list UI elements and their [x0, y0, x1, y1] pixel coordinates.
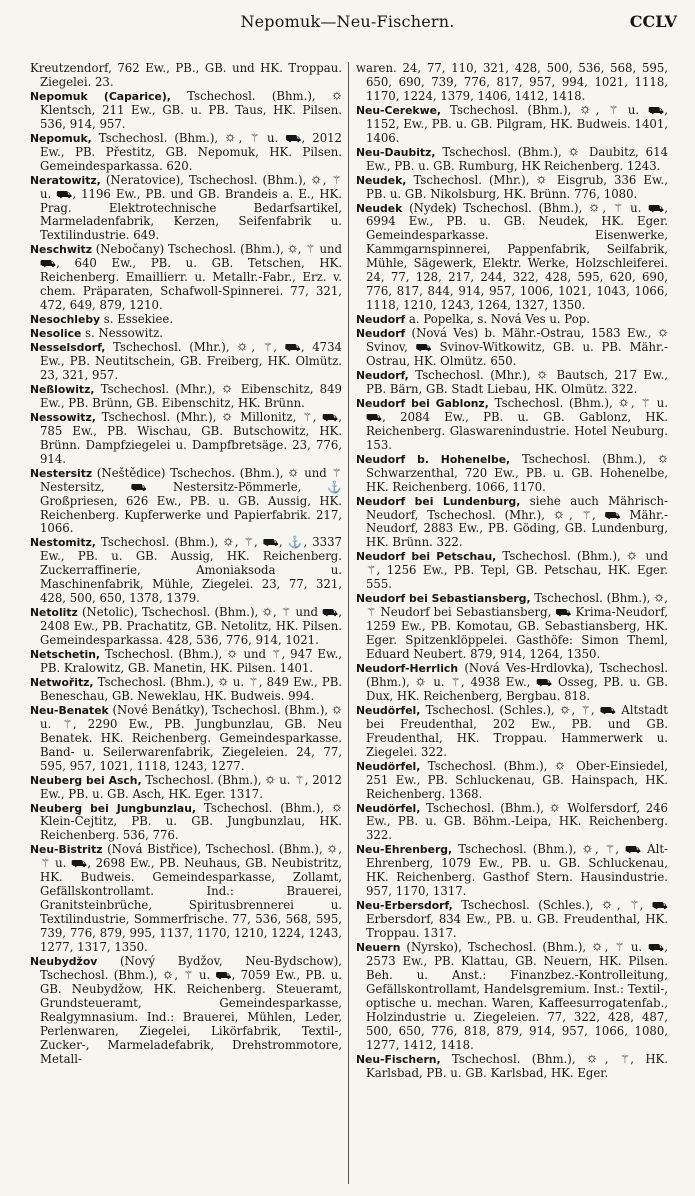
entry-place-name: Neudorf bei Sebastiansberg,	[356, 592, 531, 606]
entry-place-name: Nesochleby	[30, 313, 101, 327]
entry-place-name: Neudorf,	[356, 368, 409, 382]
directory-entry	[356, 495, 668, 551]
directory-entry	[30, 90, 342, 132]
directory-entry	[30, 774, 342, 802]
entry-place-name: Netschetin,	[30, 648, 101, 662]
directory-entry	[356, 62, 668, 104]
directory-entry	[356, 104, 668, 146]
entry-place-name: Neudörfel,	[356, 759, 421, 773]
directory-entry	[30, 955, 342, 1067]
page-header	[0, 12, 695, 36]
page-number: CCLV	[629, 12, 677, 31]
entry-text: Tschechosl. (Bhm.), 🌣, ⚚ u. ⛟, 2012 Ew., PB. Přestitz, GB. Nepomuk, HK. Pilsen. Gemeindesparkassa. 620.	[40, 130, 342, 173]
entry-text: (Neratovice), Tschechosl. (Bhm.), 🌣, ⚚ u. ⛟, 1196 Ew., PB. und GB. Brandeis a. E., HK. Prag. Elektrotechnische Bedarfsartikel, Marmeladenfabrik, Kerzen, Seifenfabrik u. Textilindustrie. 649.	[40, 172, 342, 243]
directory-entry	[356, 592, 668, 662]
entry-text: siehe auch Mährisch-Neudorf, Tschechosl. (Mhr.), 🌣, ⚚, ⛟ Mähr.-Neudorf, 2883 Ew., PB. Göding, GB. Lundenburg, HK. Brünn. 322.	[366, 493, 668, 550]
entry-text: (Nydek) Tschechosl. (Bhm.), 🌣, ⚚ u. ⛟, 6994 Ew., PB. u. GB. Neudek, HK. Eger. Gemeindesparkasse. Eisenwerke, Kammgarnspinnerei, Pappenfabrik, Seilfabrik, Mühle, Sägewerk, Elektr. Werke, Holzschleiferei. 24, 77, 128, 217, 244, 322, 428, 595, 620, 690, 776, 817, 844, 914, 957, 1006, 1021, 1043, 1066, 1118, 1210, 1243, 1264, 1327, 1350.	[366, 200, 668, 313]
entry-text: Kreutzendorf, 762 Ew., PB., GB. und HK. Troppau. Ziegelei. 23.	[30, 62, 342, 89]
directory-entry	[356, 174, 668, 202]
entry-text: Tschechosl. (Bhm.), 🌣, ⚚ u. ⛟, 1152, Ew., PB. u. GB. Pilgram, HK. Budweis. 1401, 1406.	[366, 102, 668, 145]
entry-place-name: Neuern	[356, 941, 401, 955]
entry-text: (Nebočany) Tschechosl. (Bhm.), 🌣, ⚚ und ⛟, 640 Ew., PB. u. GB. Tetschen, HK. Reichenberg. Emaillierr. u. Metallr.-Fabr., Erz. v. chem. Präparaten, Schafwoll-Spinnerei. 77, 321, 472, 649, 879, 1210.	[40, 242, 342, 313]
entry-text: Tschechosl. (Bhm.), 🌣, ⚚ u. ⛟, 2084 Ew., PB. u. GB. Gablonz, HK. Reichenberg. Glaswarenindustrie. Hotel Neuburg. 153.	[366, 395, 668, 452]
entry-text: Tschechosl. (Mhr.), 🌣 Bautsch, 217 Ew., PB. Bärn, GB. Stadt Liebau, HK. Olmütz. 322.	[366, 367, 668, 396]
entry-place-name: Neudorf-Herrlich	[356, 661, 459, 675]
directory-entry	[356, 760, 668, 802]
directory-entry	[356, 1053, 668, 1081]
entry-text: (Nová Bistřice), Tschechosl. (Bhm.), 🌣, ⚚ u. ⛟, 2698 Ew., PB. Neuhaus, GB. Neubistritz, HK. Budweis. Gemeindesparkasse, Zollamt, Gefällskontrollamt. Ind.: Brauerei, Granitsteinbrüche, Spiritusbrennerei u. Textilindustrie, Sommerfrische. 77, 536, 568, 595, 739, 776, 879, 995, 1137, 1170, 1210, 1224, 1243, 1277, 1317, 1350.	[40, 842, 342, 955]
entry-place-name: Neu-Benatek	[30, 703, 109, 717]
entry-text: (Nyrsko), Tschechosl. (Bhm.), 🌣, ⚚ u. ⛟, 2573 Ew., PB. Klattau, GB. Neuern, HK. Pilsen. Beh. u. Anst.: Finanzbez.-Kontrolleitung, Gefällskontrollamt, Handelsgremium. Inst.: Textil-, optische u. mechan. Waren, Kaffeesurrogatenfab., Holzindustrie u. Ziegeleien. 77, 322, 428, 487, 500, 650, 776, 818, 879, 914, 957, 1066, 1080, 1277, 1412, 1418.	[366, 940, 668, 1052]
entry-place-name: Neudek,	[356, 173, 407, 187]
entry-place-name: Neu-Ehrenberg,	[356, 843, 453, 857]
entry-text: Tschechosl. (Bhm.), 🌣 Klein-Čejtitz, PB. u. GB. Jungbunzlau, HK. Reichenberg. 536, 776.	[40, 800, 342, 843]
directory-entry	[356, 704, 668, 760]
entry-place-name: Nepomuk,	[30, 131, 92, 145]
entry-text: Tschechosl. (Mhr.), 🌣 Eibenschitz, 849 Ew., PB. Brünn, GB. Eibenschitz, HK. Brünn.	[40, 381, 342, 410]
running-title: Nepomuk—Neu-Fischern.	[240, 12, 455, 31]
entry-text: (Nová Ves-Hrdlovka), Tschechosl. (Bhm.), 🌣 u. ⚚, 4938 Ew., ⛟ Osseg, PB. u. GB. Dux, HK. Reichenberg, Bergbau. 818.	[366, 660, 668, 703]
directory-entry	[356, 550, 668, 592]
entry-place-name: Netwořitz,	[30, 675, 94, 689]
entry-text: Tschechosl. (Bhm.), 🌣 Ober-Einsiedel, 251 Ew., PB. Schluckenau, GB. Hainspach, HK. Reichenberg. 1368.	[366, 758, 668, 801]
entry-place-name: Nestersitz	[30, 466, 93, 480]
entry-place-name: Neudorf	[356, 327, 406, 341]
entry-place-name: Neu-Fischern,	[356, 1052, 441, 1066]
entry-text: Tschechosl. (Bhm.), 🌣 u. ⚚, 2012 Ew., PB. u. GB. Asch, HK. Eger. 1317.	[40, 772, 342, 801]
entry-text: (Neštědice) Tschechos. (Bhm.), 🌣 und ⚚ Nestersitz, ⛟ Nestersitz-Pömmerle, ⚓ Großpriesen, 626 Ew., PB. u. GB. Aussig, HK. Reichenberg. Kupferwerke und Papierfabrik. 217, 1066.	[40, 465, 342, 536]
entry-place-name: Neschwitz	[30, 243, 92, 257]
entry-place-name: Netolitz	[30, 606, 78, 620]
directory-entry	[356, 202, 668, 314]
directory-entry	[30, 648, 342, 676]
directory-entry	[30, 174, 342, 244]
directory-entry	[356, 802, 668, 844]
directory-entry	[356, 843, 668, 899]
entry-place-name: Neudorf b. Hohenelbe,	[356, 452, 511, 466]
entry-text: Tschechosl. (Bhm.), 🌣 u. ⚚, 849 Ew., PB. Beneschau, GB. Neweklau, HK. Budweis. 994.	[40, 674, 342, 703]
entry-text: (Netolic), Tschechosl. (Bhm.), 🌣, ⚚ und ⛟, 2408 Ew., PB. Prachatitz, GB. Netolitz, HK. Pilsen. Gemeindesparkassa. 428, 536, 776, 914, 1021.	[40, 605, 342, 648]
right-column	[356, 62, 668, 1184]
entry-place-name: Neudorf bei Gablonz,	[356, 396, 489, 410]
entry-text: Tschechosl. (Bhm.), 🌣 Klentsch, 211 Ew., GB. u. PB. Taus, HK. Pilsen. 536, 914, 957.	[40, 88, 342, 131]
entry-text: a. Popelka, s. Nová Ves u. Pop.	[405, 312, 590, 327]
entry-text: Tschechosl. (Bhm.), 🌣, ⚚, HK. Karlsbad, PB. u. GB. Karlsbad, HK. Eger.	[366, 1051, 668, 1080]
entry-text: Tschechosl. (Bhm.), 🌣 Wolfersdorf, 246 Ew., PB. u. GB. Böhm.-Leipa, HK. Reichenberg. 322.	[366, 800, 668, 843]
entry-text: Tschechosl. (Schles.), 🌣, ⚚, ⛟ Altstadt bei Freudenthal, 202 Ew., PB. und GB. Freudenthal, HK. Troppau. Hammerwerk u. Ziegelei. 322.	[366, 702, 668, 759]
directory-entry	[30, 62, 342, 90]
entry-place-name: Nepomuk (Caparice),	[30, 89, 171, 103]
entry-place-name: Neu-Bistritz	[30, 843, 103, 857]
entry-place-name: Neratowitz,	[30, 173, 101, 187]
entry-text: s. Essekiee.	[100, 312, 174, 327]
directory-entry	[30, 243, 342, 313]
directory-entry	[30, 132, 342, 174]
directory-entry	[356, 313, 668, 327]
directory-entry	[356, 327, 668, 369]
directory-entry	[356, 146, 668, 174]
column-divider	[348, 62, 349, 1184]
entry-place-name: Neu-Erbersdorf,	[356, 899, 453, 913]
entry-text: Tschechosl. (Mhr.), 🌣 Eisgrub, 336 Ew., PB. u. GB. Nikolsburg, HK. Brünn. 776, 1080.	[366, 172, 668, 201]
directory-entry	[30, 341, 342, 383]
directory-entry	[30, 467, 342, 537]
entry-place-name: Neudorf	[356, 313, 406, 327]
entry-text: (Nový Bydžov, Neu-Bydschow), Tschechosl. (Bhm.), 🌣, ⚚ u. ⛟, 7059 Ew., PB. u. GB. Neubydžow, HK. Reichenberg. Steueramt, Grundsteueramt, Gemeindesparkasse, Realgymnasium. Ind.: Brauerei, Mühlen, Leder, Perlenwaren, Ziegelei, Likörfabrik, Textil-, Zucker-, Marmeladefabrik, Drehstrommotore, Metall-	[40, 954, 342, 1066]
entry-text: (Nová Ves) b. Mähr.-Ostrau, 1583 Ew., 🌣 Svinov, ⛟ Svinov-Witkowitz, GB. u. PB. Mähr.-Ostrau, HK. Olmütz. 650.	[366, 326, 668, 369]
entry-place-name: Neuberg bei Asch,	[30, 773, 142, 787]
entry-text: s. Nessowitz.	[81, 326, 163, 341]
directory-entry	[30, 843, 342, 955]
entry-text: Tschechosl. (Bhm.), 🌣 Schwarzenthal, 720 Ew., PB. u. GB. Hohenelbe, HK. Reichenberg. 1066, 1170.	[366, 451, 668, 494]
directory-entry	[30, 676, 342, 704]
entry-text: Tschechosl. (Bhm.), 🌣 und ⚚, 1256 Ew., PB. Tepl, GB. Petschau, HK. Eger. 555.	[366, 549, 668, 592]
entry-place-name: Neudek	[356, 201, 403, 215]
entry-place-name: Neßlowitz,	[30, 382, 95, 396]
entry-text: Tschechosl. (Bhm.), 🌣, ⚚, ⛟, ⚓, 3337 Ew., PB. u. GB. Aussig, HK. Reichenberg. Zuckerraffinerie, Amoniaksoda u. Maschinenfabrik, Mühle, Ziegelei. 23, 77, 321, 428, 500, 650, 1378, 1379.	[40, 535, 342, 606]
directory-entry	[356, 453, 668, 495]
directory-entry	[356, 899, 668, 941]
entry-text: Tschechosl. (Bhm.), 🌣, ⚚, ⛟ Alt-Ehrenberg, 1079 Ew., PB. u. GB. Schluckenau, HK. Reichenberg. Gasthof Stern. Hausindustrie. 957, 1170, 1317.	[366, 842, 668, 899]
entry-text: waren. 24, 77, 110, 321, 428, 500, 536, 568, 595, 650, 690, 739, 776, 817, 957, 994, 1021, 1118, 1170, 1224, 1379, 1406, 1412, 1418.	[356, 62, 668, 103]
entry-place-name: Neu-Cerekwe,	[356, 103, 441, 117]
left-column	[30, 62, 342, 1184]
entry-place-name: Neudorf bei Lundenburg,	[356, 494, 521, 508]
entry-place-name: Nestomitz,	[30, 536, 96, 550]
entry-place-name: Neuberg bei Jungbunzlau,	[30, 801, 197, 815]
entry-place-name: Neu-Daubitz,	[356, 145, 436, 159]
entry-place-name: Neubydžov	[30, 955, 98, 968]
entry-text: Tschechosl. (Schles.), 🌣, ⚚, ⛟ Erbersdorf, 834 Ew., PB. u. GB. Freudenthal, HK. Troppau. 1317.	[366, 898, 668, 941]
directory-entry	[356, 397, 668, 453]
directory-entry	[30, 536, 342, 606]
entry-place-name: Nesselsdorf,	[30, 341, 106, 355]
entry-text: (Nové Benátky), Tschechosl. (Bhm.), 🌣 u. ⚚, 2290 Ew., PB. Jungbunzlau, GB. Neu Benatek. HK. Reichenberg. Gemeindesparkasse. Band- u. Seilerwarenfabrik, Ziegeleien. 24, 77, 595, 957, 1021, 1118, 1243, 1277.	[40, 702, 342, 773]
entry-place-name: Nessowitz,	[30, 410, 96, 424]
directory-entry	[30, 411, 342, 467]
directory-entry	[30, 383, 342, 411]
directory-entry	[356, 941, 668, 1053]
entry-place-name: Nesolice	[30, 327, 82, 341]
entry-text: Tschechosl. (Bhm.), 🌣 und ⚚, 947 Ew., PB. Kralowitz, GB. Manetin, HK. Pilsen. 1401.	[40, 647, 342, 675]
directory-entry	[30, 313, 342, 327]
entry-place-name: Neudorf bei Petschau,	[356, 550, 497, 564]
directory-entry	[356, 369, 668, 397]
directory-entry	[30, 327, 342, 341]
entry-place-name: Neudörfel,	[356, 801, 421, 815]
directory-entry	[30, 704, 342, 774]
entry-place-name: Neudörfel,	[356, 703, 421, 717]
text-columns	[30, 62, 670, 1184]
directory-entry	[30, 606, 342, 648]
entry-text: Tschechosl. (Bhm.), 🌣 Daubitz, 614 Ew., PB. u. GB. Rumburg, HK Reichenberg. 1243.	[366, 144, 668, 173]
entry-text: Tschechosl. (Mhr.), 🌣, ⚚, ⛟, 4734 Ew., PB. Neutitschein, GB. Freiberg, HK. Olmütz. 23, 321, 957.	[40, 340, 342, 382]
entry-text: Tschechosl. (Bhm.), 🌣, ⚚ Neudorf bei Sebastiansberg, ⛟ Krima-Neudorf, 1259 Ew., PB. Komotau, GB. Sebastiansberg, HK. Eger. Spitzenklöppelei. Gasthöfe: Simon Theml, Eduard Neubert. 879, 914, 1264, 1350.	[366, 591, 668, 662]
entry-text: Tschechosl. (Mhr.), 🌣 Millonitz, ⚚, ⛟, 785 Ew., PB. Wischau, GB. Butschowitz, HK. Brünn. Dampfziegelei u. Dampfbretsäge. 23, 776, 914.	[40, 409, 342, 466]
directory-entry	[30, 802, 342, 844]
directory-entry	[356, 662, 668, 704]
